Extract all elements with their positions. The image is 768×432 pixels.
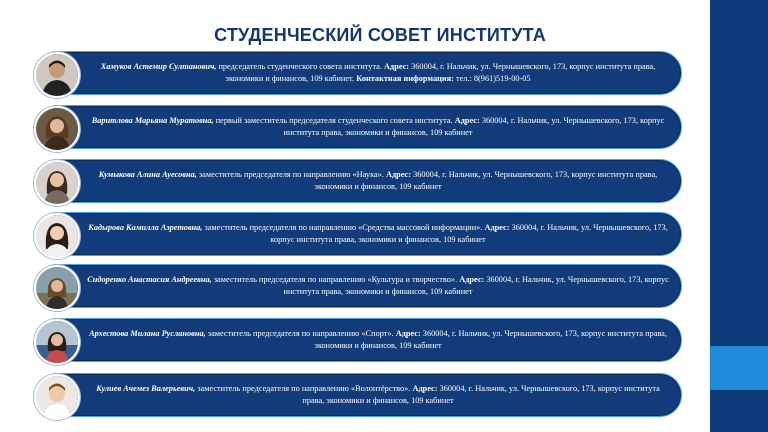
address-label: Адрес: [385,169,412,179]
address-label: Адрес: [484,222,510,232]
member-address: 360004, г. Нальчик, ул. Чернышевского, 173, корпус института права, экономики и финансов, 109 кабинет. [225,61,656,83]
person-photo-icon [34,265,80,311]
member-text [87,169,669,193]
member-card-volunteering [34,373,682,417]
member-address: 360004, г. Нальчик, ул. Чернышевского, 173, корпус института права, экономики и финансов, 109 кабинет [302,383,660,405]
address-label: Адрес: [412,383,438,393]
member-name: Сидоренко Анастасия Андреевна, [87,274,212,284]
address-label: Адрес: [395,328,421,338]
person-photo-icon [34,52,80,98]
member-address: 360004, г. Нальчик, ул. Чернышевского, 173, корпус института права, экономики и финансов, 109 кабинет [314,328,667,350]
address-label: Адрес: [454,115,480,125]
member-name: Хамуков Астемир Султанович, [100,61,217,71]
member-role: заместитель председателя по направлению «Культура и творчество». [211,274,460,284]
member-banner [52,373,682,417]
member-role: заместитель председателя по направлению «Волонтёрство». [195,383,413,393]
person-photo-icon [34,106,80,152]
person-photo-icon [34,319,80,365]
person-photo-icon [34,213,80,259]
member-role: первый заместитель председателя студенческого совета института. [213,115,455,125]
member-name: Кумыкова Алина Ауесовна, [98,169,197,179]
member-text [87,274,669,298]
member-address: 360004, г. Нальчик, ул. Чернышевского, 173, корпус института права, экономики и финансов, 109 кабинет [270,222,668,244]
contact-label: Контактная информация: [356,74,454,83]
member-address: 360004, г. Нальчик, ул. Чернышевского, 173, корпус института права, экономики и финансов, 109 кабинет [283,115,665,137]
member-contact: тел.: 8(961)519-00-05 [453,74,531,83]
member-banner [52,105,682,149]
member-name: Кадырова Камилла Азретовна, [88,222,203,232]
member-text [87,383,669,407]
member-text [87,328,669,352]
member-card-culture [34,264,682,308]
person-photo-icon [34,160,80,206]
member-card-sport [34,318,682,362]
member-name: Кулиев Ачемез Валерьевич, [96,383,196,393]
member-banner [52,51,682,95]
member-address: 360004, г. Нальчик, ул. Чернышевского, 173, корпус института права, экономики и финансов, 109 кабинет [314,169,658,191]
member-address: 360004, г. Нальчик, ул. Чернышевского, 173, корпус института права, экономики и финансов, 109 кабинет [283,274,669,296]
person-photo-icon [34,374,80,420]
decorative-side-accent [710,346,768,390]
member-banner [52,264,682,308]
member-role: заместитель председателя по направлению «Средства массовой информации». [202,222,485,232]
member-role: председатель студенческого совета института. [216,61,385,71]
member-text [87,61,669,85]
member-text [87,115,669,139]
slide-title: СТУДЕНЧЕСКИЙ СОВЕТ ИНСТИТУТА [214,25,546,45]
member-name: Архестова Милана Руслановна, [89,328,206,338]
member-text [87,222,669,246]
address-label: Адрес: [384,61,410,71]
member-card-chairman [34,51,682,95]
member-role: заместитель председателя по направлению «Наука». [196,169,386,179]
member-name: Варитлова Марьяна Муратовна, [91,115,214,125]
member-banner [52,212,682,256]
member-banner [52,159,682,203]
member-banner [52,318,682,362]
member-card-first-deputy [34,105,682,149]
member-card-science [34,159,682,203]
member-role: заместитель председателя по направлению «Спорт». [205,328,396,338]
member-card-media [34,212,682,256]
address-label: Адрес: [459,274,485,284]
